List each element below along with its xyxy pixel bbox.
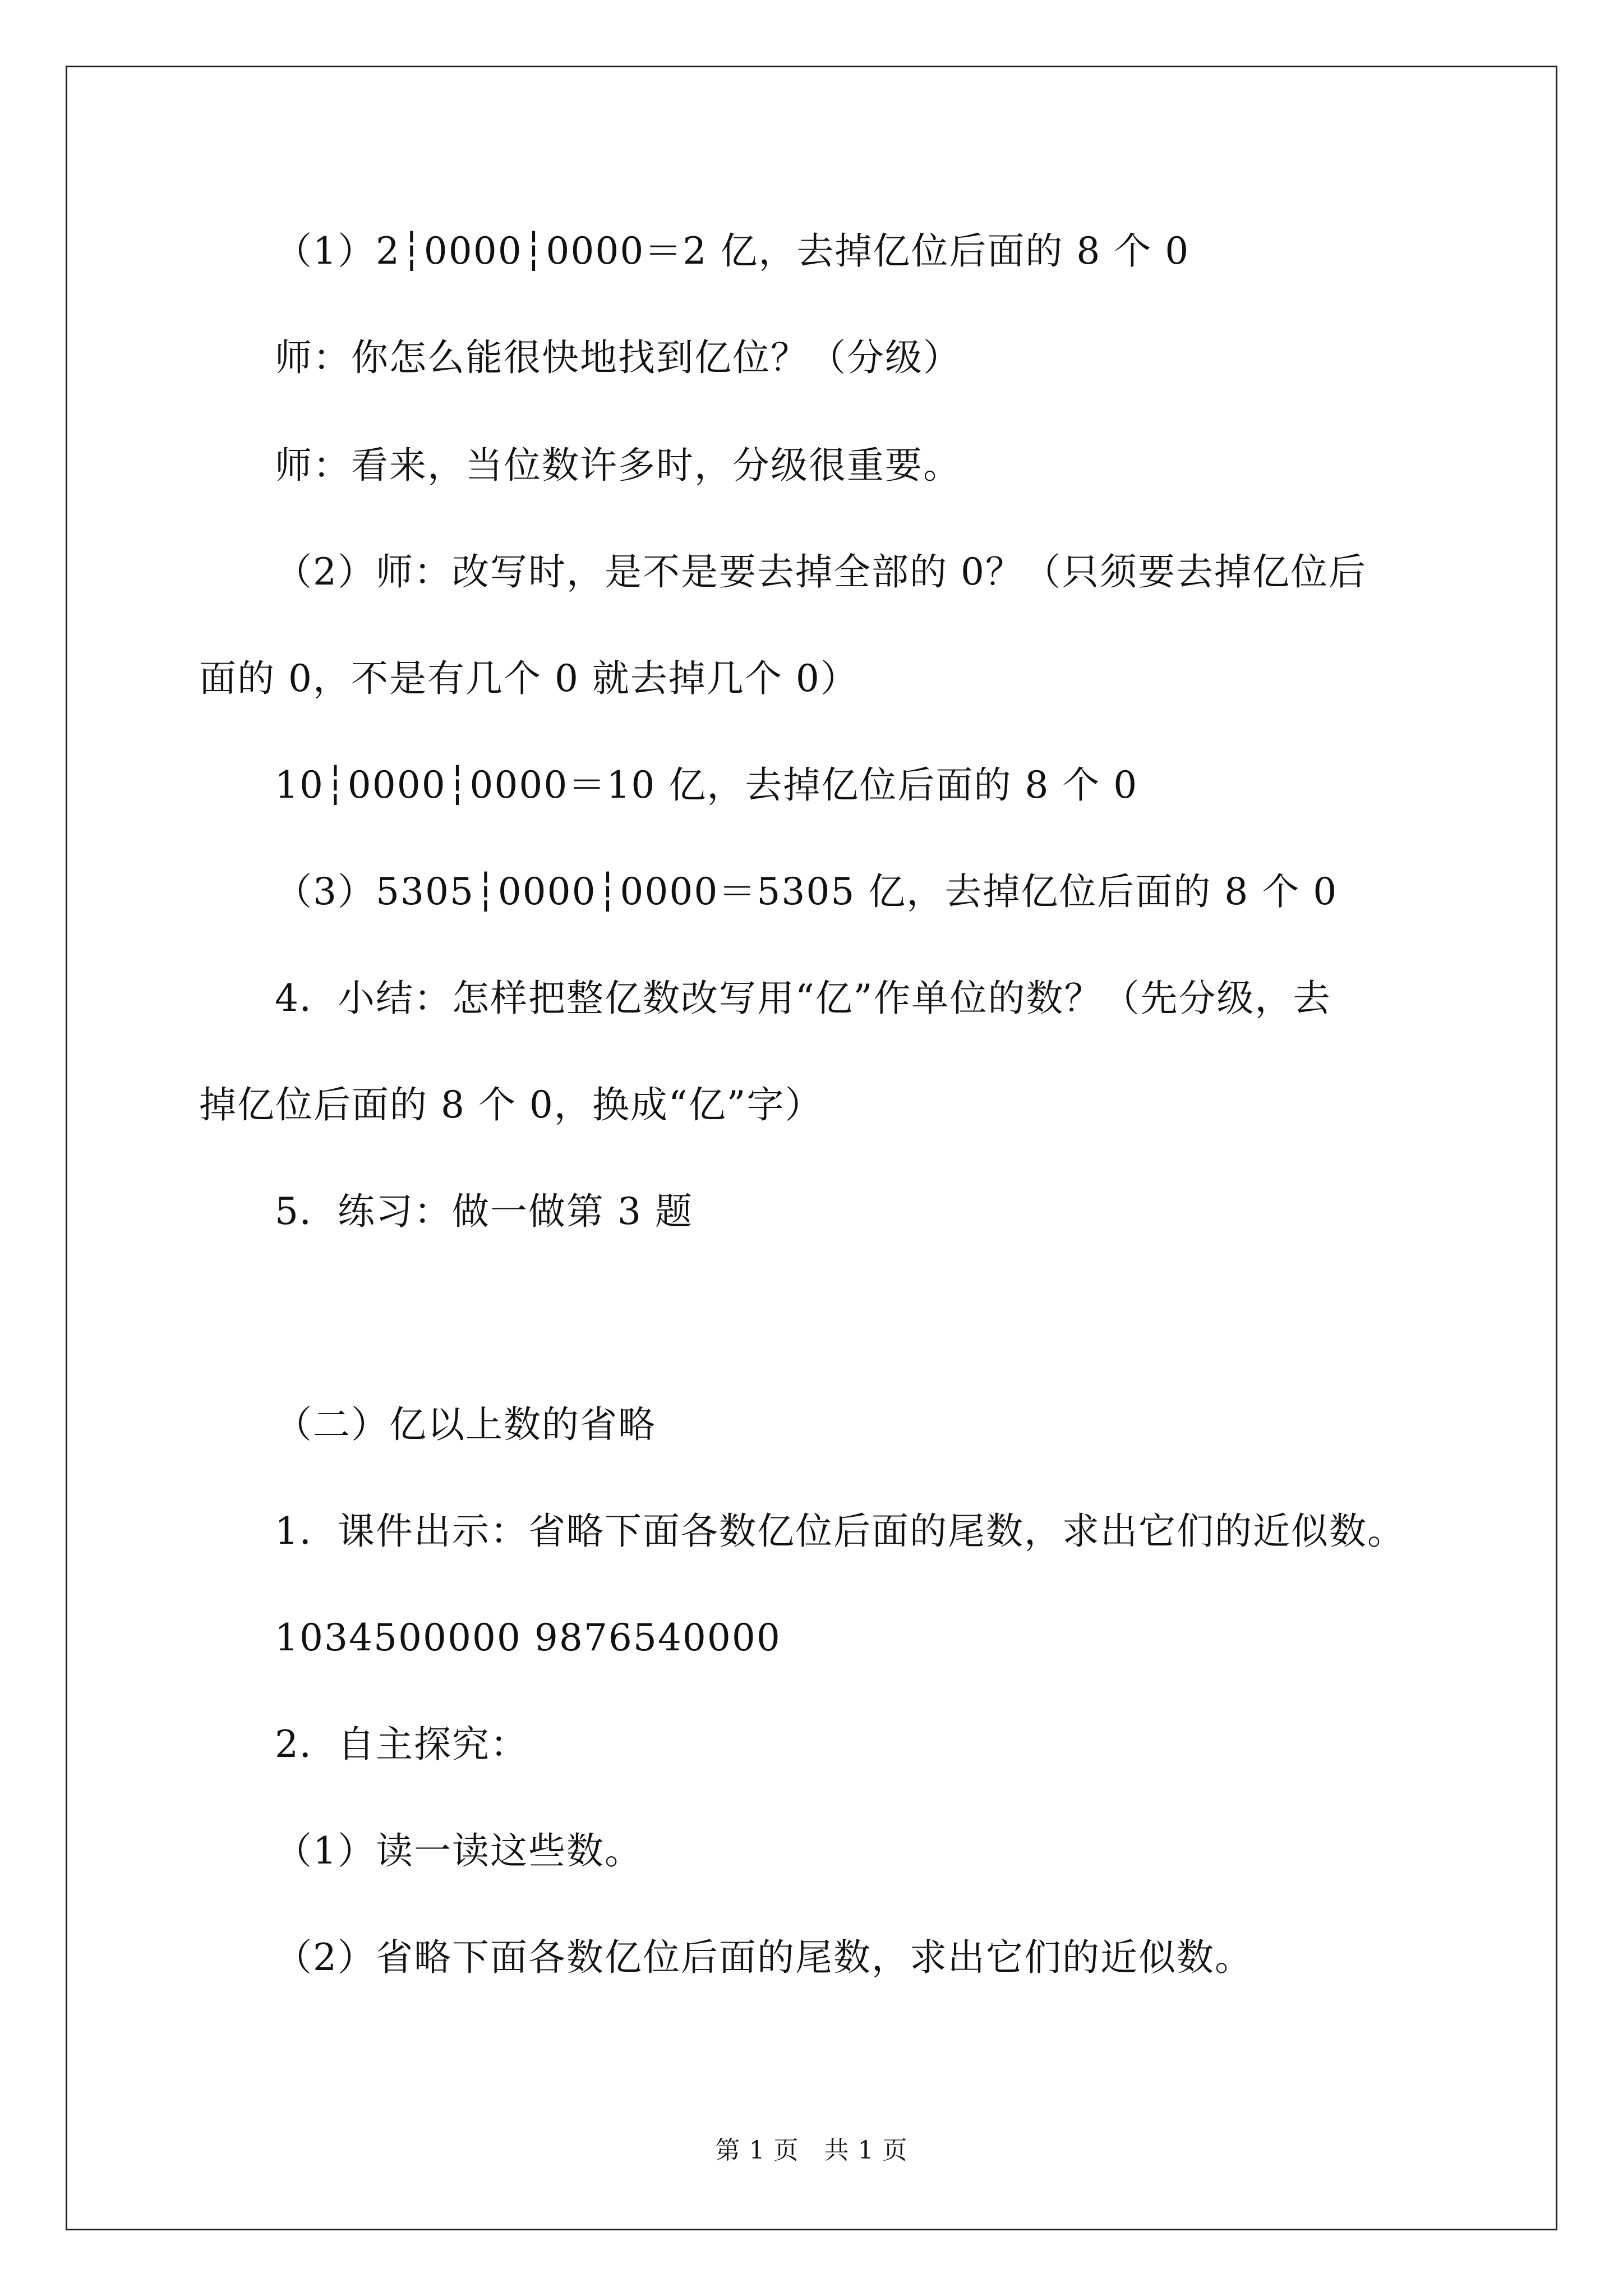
text-line-3: 师：看来，当位数许多时，分级很重要。	[275, 444, 961, 487]
text-line-14: 2．自主探究：	[275, 1723, 528, 1766]
text-line-6: 10┆0000┆0000＝10 亿，去掉亿位后面的 8 个 0	[275, 763, 1138, 807]
text-line-7: （3）5305┆0000┆0000＝5305 亿，去掉亿位后面的 8 个 0	[275, 870, 1338, 913]
text-line-15: （1）读一读这些数。	[275, 1829, 643, 1872]
text-line-9: 掉亿位后面的 8 个 0，换成“亿”字）	[199, 1083, 823, 1126]
text-line-5: 面的 0，不是有几个 0 就去掉几个 0）	[199, 657, 859, 700]
page-number-footer: 第 1 页 共 1 页	[715, 2136, 908, 2165]
text-line-1: （1）2┆0000┆0000＝2 亿，去掉亿位后面的 8 个 0	[275, 229, 1190, 273]
text-line-12: 1．课件出示：省略下面各数亿位后面的尾数，求出它们的近似数。	[275, 1510, 1405, 1553]
text-line-4: （2）师：改写时，是不是要去掉全部的 0？（只须要去掉亿位后	[275, 550, 1367, 593]
text-line-8: 4．小结：怎样把整亿数改写用“亿”作单位的数？（先分级，去	[275, 977, 1331, 1020]
page-border	[66, 66, 1557, 2230]
text-line-13: 1034500000 9876540000	[275, 1616, 781, 1659]
section-heading: （二）亿以上数的省略	[275, 1403, 656, 1446]
text-line-16: （2）省略下面各数亿位后面的尾数，求出它们的近似数。	[275, 1936, 1253, 1979]
text-line-2: 师：你怎么能很快地找到亿位？（分级）	[275, 336, 961, 379]
text-line-10: 5．练习：做一做第 3 题	[275, 1190, 693, 1233]
